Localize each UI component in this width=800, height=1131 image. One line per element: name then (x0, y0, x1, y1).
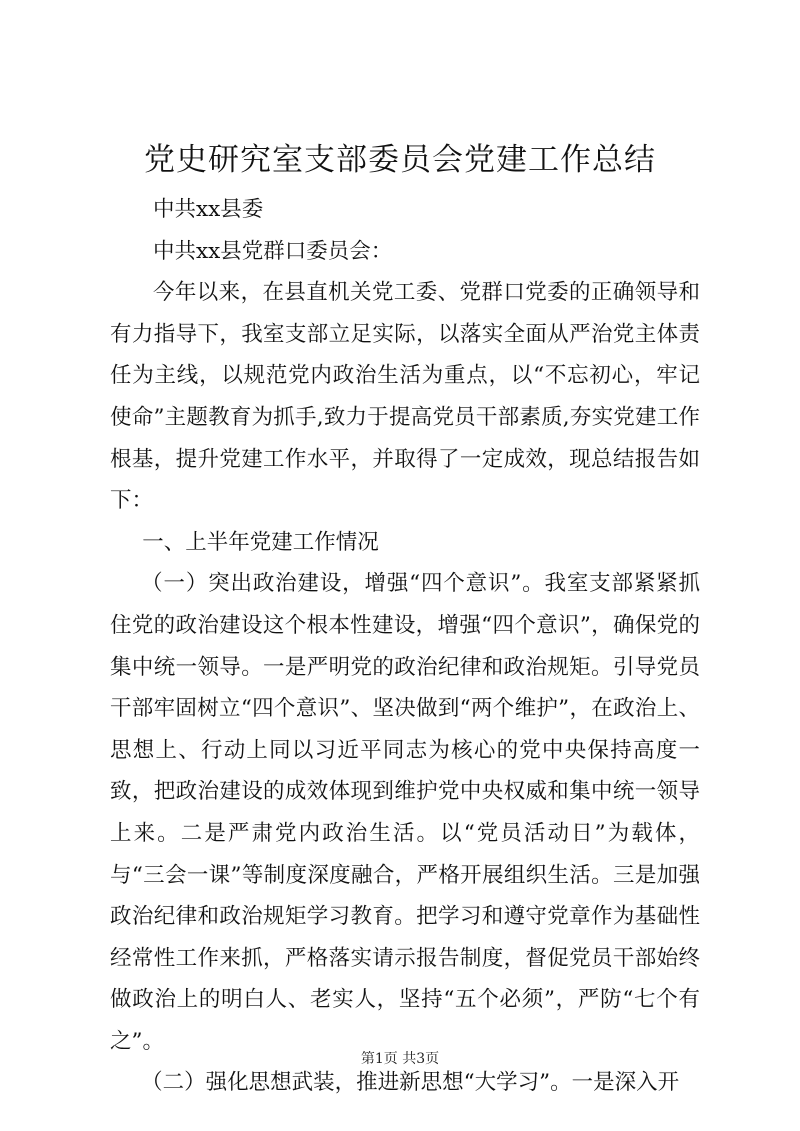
addressee-line-2: 中共xx县党群口委员会： (153, 238, 393, 264)
document-title: 党史研究室支部委员会党建工作总结 (144, 142, 656, 178)
page-footer: 第1页 共3页 (360, 1051, 440, 1067)
document-body (110, 189, 700, 1104)
subsection-paragraph-2: （二）强化思想武装，推进新思想“大学习”。一是深入开 (141, 1070, 680, 1096)
addressee-line-1: 中共xx县委 (153, 197, 264, 222)
intro-paragraph: 今年以来，在县直机关党工委、党群口党委的正确领导和有力指导下，我室支部立足实际，以落实全面从严治党主体责任为主线，以规范党内政治生活为重点，以“不忘初心，牢记使命”主题教育为抓手,致力于提高党员干部素质,夯实党建工作根基，提升党建工作水平，并取得了一定成效，现总结报告如下： (110, 280, 700, 514)
subsection-paragraph-1: （一）突出政治建设，增强“四个意识”。我室支部紧紧抓住党的政治建设这个根本性建设，增强“四个意识”，确保党的集中统一领导。一是严明党的政治纪律和政治规矩。引导党员干部牢固树立“四个意识”、坚决做到“两个维护”，在政治上、思想上、行动上同以习近平同志为核心的党中央保持高度一致，把政治建设的成效体现到维护党中央权威和集中统一领导上来。二是严肃党内政治生活。以“党员活动日”为载体，与“三会一课”等制度深度融合，严格开展组织生活。三是加强政治纪律和政治规矩学习教育。把学习和遵守党章作为基础性经常性工作来抓，严格落实请示报告制度，督促党员干部始终做政治上的明白人、老实人，坚持“五个必须”，严防“七个有之”。 (110, 571, 700, 1054)
section-heading: 一、上半年党建工作情况 (142, 529, 379, 555)
